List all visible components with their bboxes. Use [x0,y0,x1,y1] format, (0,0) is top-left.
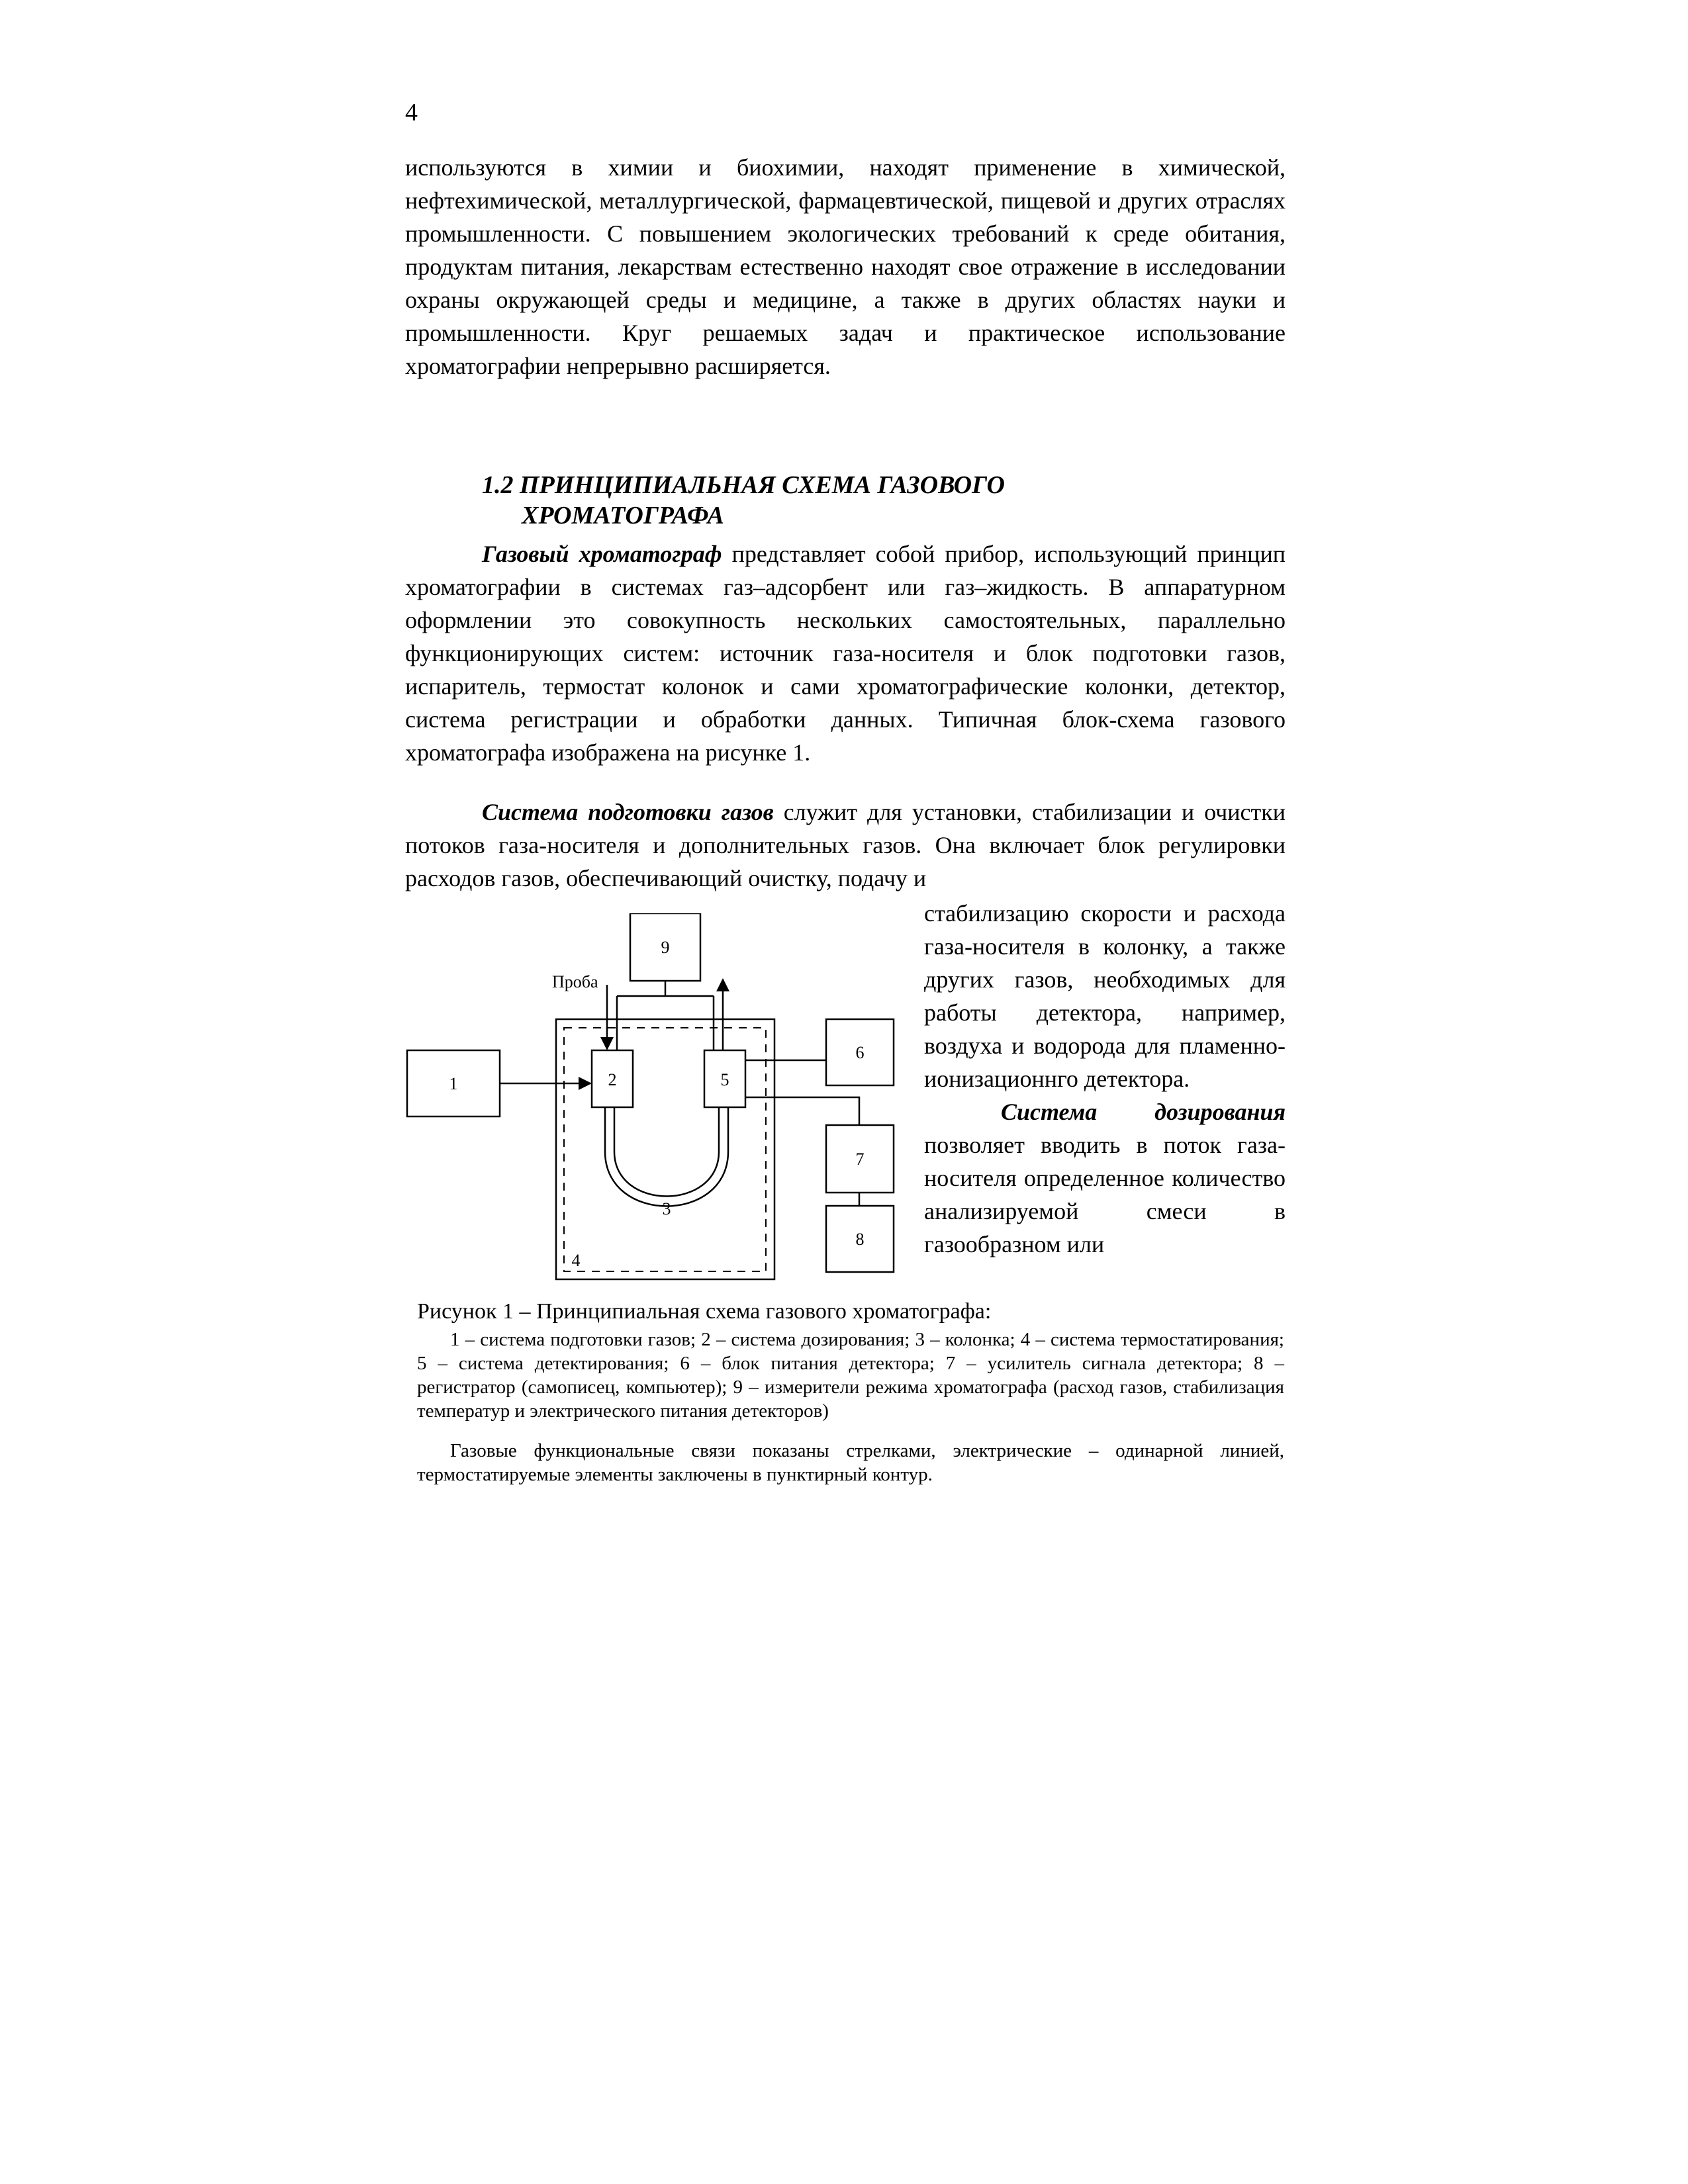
section-title-line1: 1.2 ПРИНЦИПИАЛЬНАЯ СХЕМА ГАЗОВОГО [482,471,1005,499]
wrapped-text-column [924,897,1286,1261]
section-heading [482,470,1210,531]
label-9: 9 [661,938,670,957]
figure-caption-title: Рисунок 1 – Принципиальная схема газового хроматографа: [417,1299,992,1324]
diagram-svg [405,913,908,1284]
label-5: 5 [720,1070,729,1089]
figure-caption-legend: 1 – система подготовки газов; 2 – система дозирования; 3 – колонка; 4 – система термостатирования; 5 – система детектирования; 6 – блок питания детектора; 7 – усилитель сигнала детектора; 8 – регистратор (самописец, компьютер); 9 – измерители режима хроматографа (расход газов, стабилизация температур и электрического питания детекторов) [417,1329,1284,1422]
intro-paragraph: используются в химии и биохимии, находят применение в химической, нефтехимической, металлургической, фармацевтической, пищевой и других отраслях промышленности. С повышением экологических требований к среде обитания, продуктам питания, лекарствам естественно находят свое отражение в исследовании охраны окружающей среды и медицине, а также в других областях науки и промышленности. Круг решаемых задач и практическое использование хроматографии непрерывно расширяется. [405,154,1286,379]
dosing-text: позволяет вводить в поток газа-носителя определенное количество анализируемой смеси в газообразном или [924,1132,1286,1257]
chromatograph-paragraph-block [405,537,1286,769]
label-8: 8 [855,1230,865,1249]
column-inner-line [614,1107,719,1197]
label-2: 2 [608,1070,617,1089]
label-6: 6 [855,1043,865,1062]
gas-prep-term: Система подготовки газов [482,799,774,825]
chromatograph-text: представляет собой прибор, использующий принцип хроматографии в системах газ–адсорбент или газ–жидкость. В аппаратурном оформлении это совокупность нескольких самостоятельных, параллельно функционирующих систем: источник газа-носителя и блок подготовки газов, испаритель, термостат колонок и сами хроматографические колонки, детектор, система регистрации и обработки данных. Типичная блок-схема газового хроматографа изображена на рисунке 1. [405,541,1286,766]
dosing-paragraph [924,1095,1286,1261]
label-sample: Проба [552,972,598,991]
gas-prep-paragraph [405,796,1286,895]
chromatograph-term: Газовый хроматограф [482,541,722,567]
section-title-line2: ХРОМАТОГРАФА [522,502,724,529]
label-3: 3 [662,1199,671,1218]
gas-prep-continuation: стабилизацию скорости и расхода газа-носителя в колонку, а также других газов, необходимых для работы детектора, например, воздуха и водорода для пламенно-ионизационнго детектора. [924,900,1286,1092]
page-number: 4 [405,99,418,126]
gas-prep-paragraph-block [405,796,1286,895]
column-outer-line [605,1107,728,1206]
gas-prep-text: служит для установки, стабилизации и очистки потоков газа-носителя и дополнительных газов. Она включает блок регулировки расходов газов, обеспечивающий очистку, подачу и [405,799,1286,891]
label-1: 1 [449,1074,458,1093]
wire-5-to-7 [745,1097,859,1125]
label-4: 4 [571,1251,581,1270]
chromatograph-paragraph [405,537,1286,769]
intro-paragraph-block [405,151,1286,383]
label-7: 7 [855,1150,865,1169]
figure-caption-note: Газовые функциональные связи показаны стрелками, электрические – одинарной линией, термостатируемые элементы заключены в пунктирный контур. [417,1440,1284,1485]
dosing-term: Система дозирования [1001,1099,1286,1125]
figure-1-diagram [405,913,908,1284]
